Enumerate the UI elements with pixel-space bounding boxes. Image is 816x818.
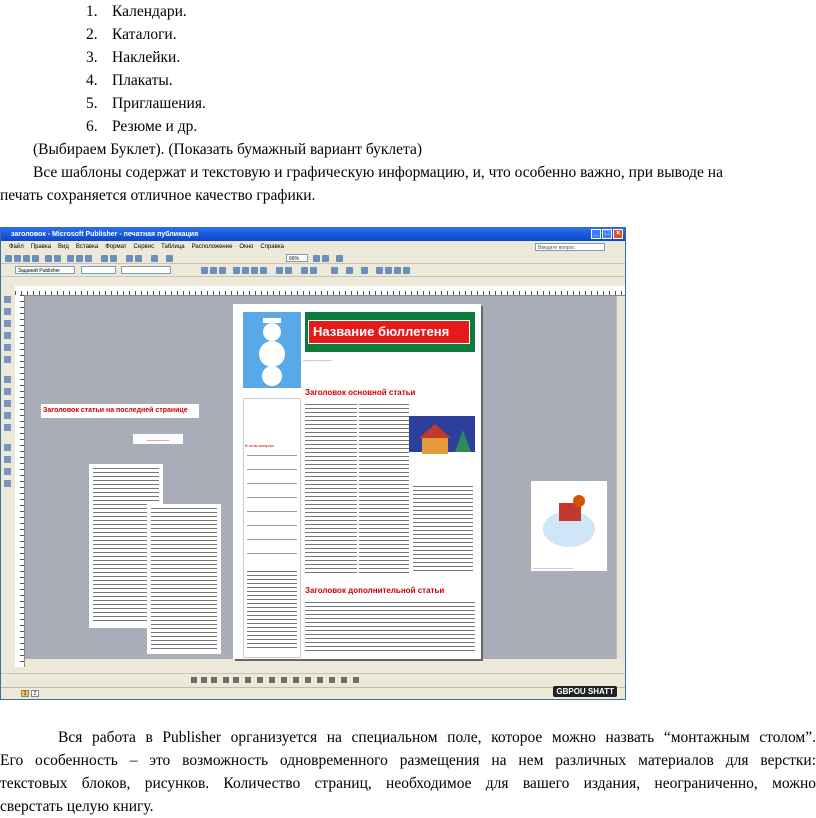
status-bar xyxy=(1,687,625,699)
template-list xyxy=(86,0,206,138)
autoshapes-icon[interactable] xyxy=(4,424,11,431)
zoom-select[interactable]: 66% xyxy=(286,254,308,262)
menu-bar xyxy=(1,242,625,252)
redo-icon[interactable] xyxy=(110,255,117,262)
frame-icon[interactable] xyxy=(317,677,323,683)
formatting-toolbar xyxy=(1,265,625,277)
scratch-text-column[interactable] xyxy=(147,504,221,654)
scratch-area[interactable] xyxy=(25,296,619,659)
watermark-logo: GBPOU SHATT xyxy=(553,686,617,697)
insert-picture-icon[interactable] xyxy=(135,255,142,262)
preview-icon[interactable] xyxy=(45,255,52,262)
templates-paragraph-line1: Все шаблоны содержат и текстовую и графическую информацию, и, что особенно важно, при выводе на xyxy=(33,164,723,181)
fill-color-icon[interactable] xyxy=(331,267,338,274)
italic-icon[interactable] xyxy=(210,267,217,274)
vertical-ruler[interactable] xyxy=(15,295,25,667)
align-left-icon[interactable] xyxy=(233,267,240,274)
objects-toolbar xyxy=(1,286,16,666)
page-header-text: _____________ xyxy=(303,356,332,361)
main-headline[interactable]: Заголовок основной статьи xyxy=(305,388,416,397)
frame-icon[interactable] xyxy=(191,677,197,683)
booklet-paragraph: (Выбираем Буклет). (Показать бумажный вариант буклета) xyxy=(33,141,423,158)
style-select[interactable]: Заданий Publisher xyxy=(15,266,75,274)
main-article-column3[interactable] xyxy=(413,486,473,572)
page-tab-2[interactable]: 2 xyxy=(31,690,39,697)
connect-frames-toolbar xyxy=(1,673,625,686)
text-box-icon[interactable] xyxy=(4,308,11,315)
arrow-icon[interactable] xyxy=(4,388,11,395)
toc-lines xyxy=(247,455,297,555)
line-icon[interactable] xyxy=(4,376,11,383)
align-right-icon[interactable] xyxy=(251,267,258,274)
paste-icon[interactable] xyxy=(85,255,92,262)
columns-icon[interactable] xyxy=(151,255,158,262)
frame-icon[interactable] xyxy=(281,677,287,683)
horizontal-ruler[interactable] xyxy=(15,286,626,296)
standard-toolbar xyxy=(1,253,625,264)
numbering-icon[interactable] xyxy=(276,267,283,274)
increase-indent-icon[interactable] xyxy=(310,267,317,274)
sidebar-in-issue[interactable] xyxy=(243,398,301,658)
bottom-line-2: Его особенность – это возможность одновременного размещения на нем различных материалов для верстки: xyxy=(0,752,816,769)
clipart-icon[interactable] xyxy=(4,356,11,363)
in-issue-label: В этом выпуске: xyxy=(245,443,275,448)
help-icon[interactable] xyxy=(336,255,343,262)
zoom-out-icon[interactable] xyxy=(313,255,320,262)
menu-format[interactable]: Формат xyxy=(105,244,127,250)
frame-icon[interactable] xyxy=(233,677,239,683)
list-item: 4. Плакаты. xyxy=(86,72,173,89)
picture-icon[interactable] xyxy=(4,344,11,351)
wordart-icon[interactable] xyxy=(4,332,11,339)
menu-window[interactable]: Окно xyxy=(239,244,254,250)
winter-clipart[interactable] xyxy=(531,481,607,571)
open-icon[interactable] xyxy=(14,255,21,262)
list-item: 5. Приглашения. xyxy=(86,95,206,112)
menu-view[interactable]: Вид xyxy=(58,244,69,250)
maximize-icon[interactable]: □ xyxy=(602,229,612,239)
undo-icon[interactable] xyxy=(101,255,108,262)
menu-table[interactable]: Таблица xyxy=(161,244,185,250)
hotspot-icon[interactable] xyxy=(4,444,11,451)
main-article-column1[interactable] xyxy=(305,404,357,574)
text-lines xyxy=(151,508,217,650)
select-icon[interactable] xyxy=(4,296,11,303)
newsletter-title[interactable]: Название бюллетеня xyxy=(308,320,470,344)
menu-arrange[interactable]: Расположение xyxy=(191,244,233,250)
frame-icon[interactable] xyxy=(201,677,207,683)
frame-icon[interactable] xyxy=(257,677,263,683)
dash-style-icon[interactable] xyxy=(385,267,392,274)
frame-icon[interactable] xyxy=(211,677,217,683)
save-icon[interactable] xyxy=(23,255,30,262)
frame-icon[interactable] xyxy=(341,677,347,683)
frame-icon[interactable] xyxy=(293,677,299,683)
publisher-screenshot xyxy=(0,227,626,700)
bullets-icon[interactable] xyxy=(285,267,292,274)
list-item: 6. Резюме и др. xyxy=(86,118,198,135)
justify-icon[interactable] xyxy=(260,267,267,274)
underline-icon[interactable] xyxy=(219,267,226,274)
back-page-headline[interactable]: Заголовок статьи на последней странице xyxy=(41,404,199,418)
html-fragment-icon[interactable] xyxy=(4,468,11,475)
line-color-icon[interactable] xyxy=(346,267,353,274)
frame-icon[interactable] xyxy=(353,677,359,683)
print-icon[interactable] xyxy=(32,255,39,262)
help-search-input[interactable]: Введите вопрос xyxy=(535,243,605,251)
close-icon[interactable]: × xyxy=(613,229,623,239)
window-titlebar: заголовок - Microsoft Publisher - печатная публикация _ □ × xyxy=(1,228,625,241)
winter-house-picture[interactable] xyxy=(409,416,475,468)
secondary-article-text[interactable] xyxy=(305,602,475,652)
secondary-headline[interactable]: Заголовок дополнительной статьи xyxy=(305,586,445,595)
list-item: 1. Календари. xyxy=(86,3,187,20)
list-item: 2. Каталоги. xyxy=(86,26,177,43)
menu-help[interactable]: Справка xyxy=(260,244,284,250)
font-select[interactable] xyxy=(81,266,116,274)
frame-icon[interactable] xyxy=(245,677,251,683)
frame-icon[interactable] xyxy=(329,677,335,683)
insert-table-icon[interactable] xyxy=(126,255,133,262)
shadow-icon[interactable] xyxy=(403,267,410,274)
text-lines xyxy=(247,571,297,651)
vertical-scrollbar[interactable] xyxy=(616,296,625,659)
font-color-icon[interactable] xyxy=(361,267,368,274)
frame-icon[interactable] xyxy=(305,677,311,683)
table-icon[interactable] xyxy=(4,320,11,327)
line-style-icon[interactable] xyxy=(376,267,383,274)
oval-icon[interactable] xyxy=(4,400,11,407)
newsletter-title-banner[interactable] xyxy=(305,312,475,352)
spelling-icon[interactable] xyxy=(54,255,61,262)
menu-edit[interactable]: Правка xyxy=(30,244,52,250)
menu-insert[interactable]: Вставка xyxy=(75,244,99,250)
rectangle-icon[interactable] xyxy=(4,412,11,419)
copy-icon[interactable] xyxy=(76,255,83,262)
show-marks-icon[interactable] xyxy=(166,255,173,262)
bottom-line-1: Вся работа в Publisher организуется на специальном поле, которое можно назвать “монтажным столом”. xyxy=(58,729,816,746)
templates-paragraph-line2: печать сохраняется отличное качество графики. xyxy=(0,187,316,204)
design-gallery-icon[interactable] xyxy=(4,480,11,487)
cut-icon[interactable] xyxy=(67,255,74,262)
frame-icon[interactable] xyxy=(223,677,229,683)
minimize-icon[interactable]: _ xyxy=(591,229,601,239)
list-item: 3. Наклейки. xyxy=(86,49,181,66)
clipart-caption: __________________ xyxy=(533,564,574,569)
menu-tools[interactable]: Сервис xyxy=(133,244,155,250)
newsletter-page[interactable] xyxy=(233,304,481,659)
frame-icon[interactable] xyxy=(269,677,275,683)
zoom-in-icon[interactable] xyxy=(322,255,329,262)
page-tab-1[interactable]: 1 xyxy=(21,690,29,697)
bottom-paragraph xyxy=(0,726,816,818)
arrow-style-icon[interactable] xyxy=(394,267,401,274)
menu-file[interactable]: Файл xyxy=(9,244,24,250)
align-center-icon[interactable] xyxy=(242,267,249,274)
form-control-icon[interactable] xyxy=(4,456,11,463)
font-size-select[interactable] xyxy=(121,266,171,274)
decrease-indent-icon[interactable] xyxy=(301,267,308,274)
snowman-picture[interactable] xyxy=(243,312,301,388)
main-article-column2[interactable] xyxy=(359,404,409,574)
scratch-caption[interactable]: ________ xyxy=(133,434,183,444)
bottom-line-4: сверстать целую книгу. xyxy=(0,798,154,815)
new-icon[interactable] xyxy=(5,255,12,262)
bold-icon[interactable] xyxy=(201,267,208,274)
bottom-line-3: текстовых блоков, рисунков. Количество страниц, необходимое для вашего издания, неограниченно, можно xyxy=(0,775,816,792)
